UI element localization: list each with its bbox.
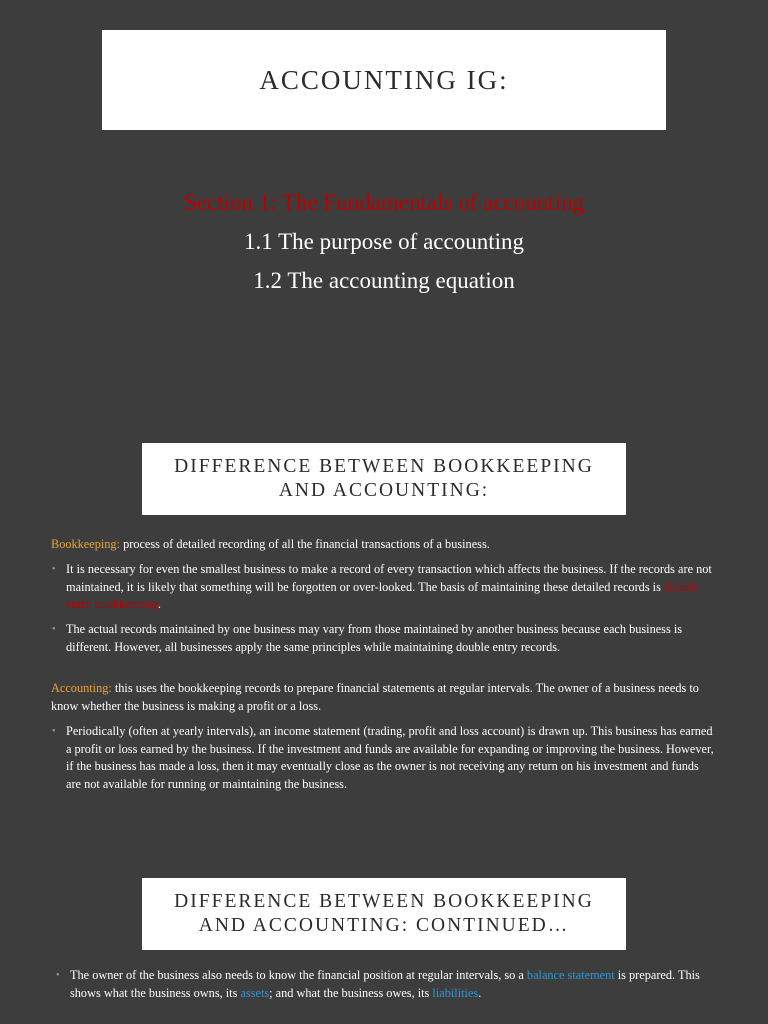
slide3-title: DIFFERENCE BETWEEN BOOKKEEPING AND ACCOUNTING: CONTINUED…: [142, 878, 626, 950]
bookkeeping-definition: [51, 536, 721, 554]
assets-term: assets: [240, 985, 270, 1000]
bullet-dot-icon: •: [52, 726, 56, 737]
bookkeeping-def-text: process of detailed recording of all the financial transactions of a business.: [120, 537, 490, 551]
bullet-income-statement: [52, 723, 716, 793]
bullet-text: Periodically (often at yearly intervals), an income statement (trading, profit and loss account) is drawn up. This business has earned a profit or loss earned by the business. If the investment and funds are available for expanding or improving the business. However, if the business has made a loss, then it may eventually close as the owner is not receiving any return on his investment and funds are not available for running or maintaining the business.: [66, 724, 714, 791]
accounting-term: Accounting:: [51, 681, 112, 695]
section-item-purpose: 1.1 The purpose of accounting: [244, 229, 524, 254]
slide2-title: DIFFERENCE BETWEEN BOOKKEEPING AND ACCOUNTING:: [142, 443, 626, 515]
double-entry-term: double entry bookkeeping: [66, 579, 698, 611]
bullet-text: is prepared. This shows what the business owns, its: [70, 968, 700, 1000]
bookkeeping-term: Bookkeeping:: [51, 537, 120, 551]
bullet-text: It is necessary for even the smallest business to make a record of every transaction which affects the business. If the records are not maintained, it is likely that something will be forgotten or over-looked. The basis of maintaining these detailed records is: [66, 562, 712, 594]
bullet-financial-position: [56, 967, 710, 1002]
bullet-text: The owner of the business also needs to know the financial position at regular intervals, so a: [70, 968, 527, 982]
bullet-dot-icon: •: [52, 624, 56, 635]
bullet-dot-icon: •: [56, 970, 60, 981]
balance-statement-term: balance statement: [526, 968, 615, 982]
section-heading: Section 1: The Fundamentals of accounting: [183, 190, 585, 215]
section-item-equation: 1.2 The accounting equation: [253, 268, 515, 293]
bullet-text-end: .: [478, 985, 482, 1000]
accounting-def-text: this uses the bookkeeping records to prepare financial statements at regular intervals. The owner of a business needs to know whether the business is making a profit or a loss.: [51, 681, 699, 713]
liabilities-term: liabilities: [432, 985, 479, 1000]
bullet-text-end: .: [157, 597, 161, 611]
bullet-text: The actual records maintained by one business may vary from those maintained by another business because each business is different. However, all businesses apply the same principles while maintaining double entry records.: [66, 622, 683, 654]
bullet-records-vary: [52, 621, 716, 656]
accounting-definition: [51, 680, 721, 715]
slide1-title: ACCOUNTING IG:: [102, 30, 666, 130]
bullet-bookkeeping-necessity: [52, 561, 716, 614]
bullet-dot-icon: •: [52, 564, 56, 575]
bullet-text: ; and what the business owes, its: [269, 985, 433, 1000]
